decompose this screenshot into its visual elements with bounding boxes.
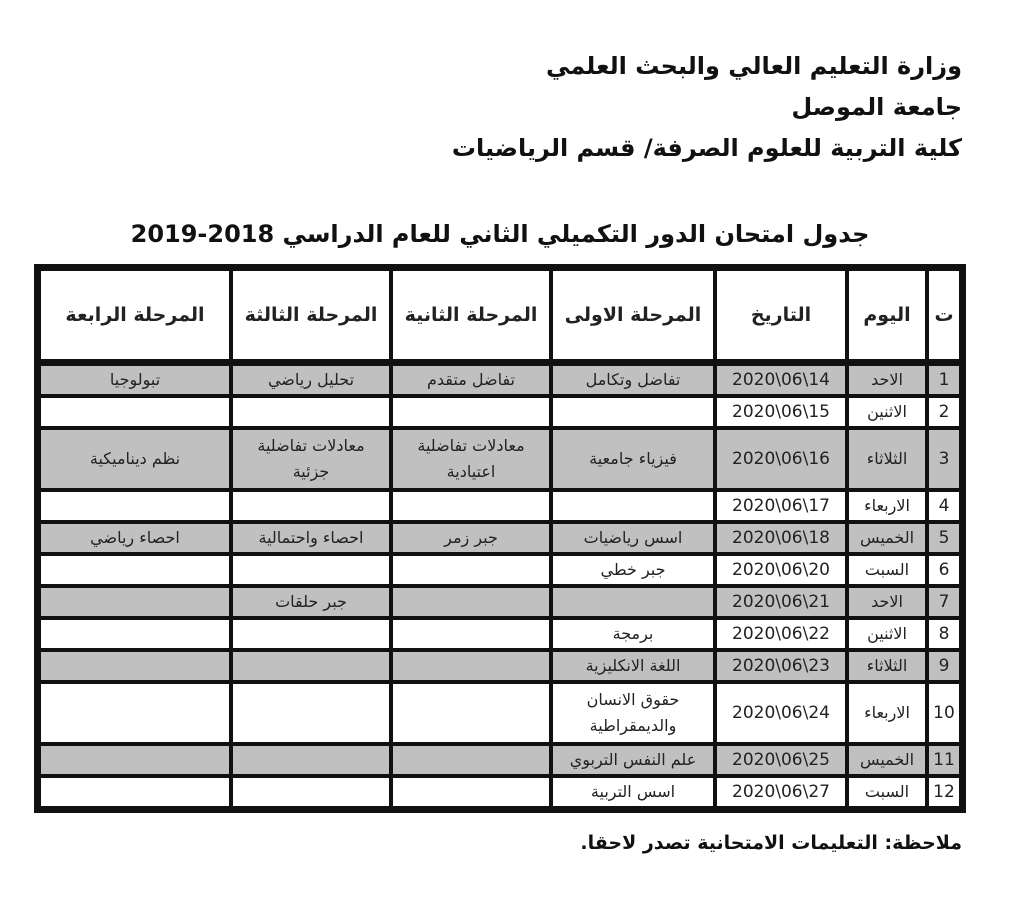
cell-day: السبت [847,776,927,808]
column-header-date: التاريخ [715,269,847,364]
cell-stage-4: نظم ديناميكية [39,428,231,490]
cell-date: 2020\06\23 [715,650,847,682]
cell-day: الاحد [847,586,927,618]
cell-stage-4 [39,744,231,776]
cell-date: 2020\06\22 [715,618,847,650]
university-name: جامعة الموصل [791,93,962,121]
cell-stage-4 [39,396,231,428]
column-header-day: اليوم [847,269,927,364]
cell-date: 2020\06\21 [715,586,847,618]
cell-stage-1 [551,396,715,428]
cell-stage-1: اسس التربية [551,776,715,808]
cell-stage-1 [551,490,715,522]
table-body [39,364,961,808]
cell-stage-1 [551,586,715,618]
cell-stage-3 [231,744,391,776]
cell-stage-2: تفاضل متقدم [391,364,551,396]
cell-day: الخميس [847,744,927,776]
cell-number: 2 [927,396,961,428]
cell-date: 2020\06\25 [715,744,847,776]
cell-stage-4 [39,618,231,650]
cell-day: الاثنين [847,396,927,428]
cell-stage-2 [391,490,551,522]
cell-stage-2 [391,776,551,808]
cell-day: السبت [847,554,927,586]
cell-day: الثلاثاء [847,650,927,682]
table-row [39,682,961,744]
table-row [39,744,961,776]
cell-stage-2: معادلات تفاضلية اعتيادية [391,428,551,490]
cell-date: 2020\06\27 [715,776,847,808]
cell-stage-3 [231,490,391,522]
table-title: جدول امتحان الدور التكميلي الثاني للعام الدراسي 2018-2019 [130,220,870,248]
cell-stage-1: حقوق الانسان والديمقراطية [551,682,715,744]
cell-stage-3: معادلات تفاضلية جزئية [231,428,391,490]
cell-stage-2 [391,396,551,428]
cell-number: 11 [927,744,961,776]
cell-day: الخميس [847,522,927,554]
cell-stage-4: احصاء رياضي [39,522,231,554]
cell-stage-3: تحليل رياضي [231,364,391,396]
column-header-stage-4: المرحلة الرابعة [39,269,231,364]
college-department: كلية التربية للعلوم الصرفة/ قسم الرياضيات [451,134,962,162]
table-row [39,428,961,490]
cell-day: الثلاثاء [847,428,927,490]
cell-number: 12 [927,776,961,808]
cell-stage-3 [231,682,391,744]
cell-stage-3 [231,396,391,428]
cell-stage-2 [391,618,551,650]
table-header-row [39,269,961,364]
cell-number: 8 [927,618,961,650]
column-header-stage-3: المرحلة الثالثة [231,269,391,364]
cell-date: 2020\06\15 [715,396,847,428]
cell-number: 7 [927,586,961,618]
cell-stage-4 [39,682,231,744]
cell-stage-2: جبر زمر [391,522,551,554]
cell-stage-4 [39,776,231,808]
cell-number: 4 [927,490,961,522]
cell-number: 6 [927,554,961,586]
cell-date: 2020\06\16 [715,428,847,490]
cell-stage-1: جبر خطي [551,554,715,586]
cell-stage-1: برمجة [551,618,715,650]
cell-number: 1 [927,364,961,396]
cell-date: 2020\06\14 [715,364,847,396]
cell-number: 10 [927,682,961,744]
cell-day: الاربعاء [847,682,927,744]
cell-stage-1: علم النفس التربوي [551,744,715,776]
cell-number: 3 [927,428,961,490]
cell-stage-3 [231,618,391,650]
cell-stage-1: اسس رياضيات [551,522,715,554]
table-row [39,776,961,808]
cell-stage-4 [39,490,231,522]
table-row [39,586,961,618]
cell-stage-3 [231,554,391,586]
column-header-stage-2: المرحلة الثانية [391,269,551,364]
cell-date: 2020\06\24 [715,682,847,744]
cell-date: 2020\06\18 [715,522,847,554]
exam-schedule-table [34,264,966,813]
cell-stage-1: تفاضل وتكامل [551,364,715,396]
cell-stage-4 [39,650,231,682]
column-header-stage-1: المرحلة الاولى [551,269,715,364]
table-row [39,650,961,682]
cell-stage-2 [391,744,551,776]
cell-stage-3 [231,776,391,808]
cell-day: الاربعاء [847,490,927,522]
cell-stage-3: جبر حلقات [231,586,391,618]
cell-stage-2 [391,554,551,586]
table-row [39,618,961,650]
cell-stage-1: فيزياء جامعية [551,428,715,490]
column-header-number: ت [927,269,961,364]
cell-day: الاثنين [847,618,927,650]
cell-stage-4: تبولوجيا [39,364,231,396]
table-row [39,364,961,396]
cell-stage-3 [231,650,391,682]
table-row [39,554,961,586]
footnote: ملاحظة: التعليمات الامتحانية تصدر لاحقا. [580,832,962,854]
document-header [452,46,962,169]
cell-stage-3: احصاء واحتمالية [231,522,391,554]
ministry-name: وزارة التعليم العالي والبحث العلمي [545,52,962,80]
table-row [39,396,961,428]
cell-stage-2 [391,586,551,618]
cell-stage-2 [391,650,551,682]
table-row [39,522,961,554]
cell-stage-4 [39,586,231,618]
cell-stage-2 [391,682,551,744]
cell-date: 2020\06\20 [715,554,847,586]
cell-day: الاحد [847,364,927,396]
cell-stage-1: اللغة الانكليزية [551,650,715,682]
cell-stage-4 [39,554,231,586]
cell-number: 5 [927,522,961,554]
table-row [39,490,961,522]
cell-number: 9 [927,650,961,682]
cell-date: 2020\06\17 [715,490,847,522]
